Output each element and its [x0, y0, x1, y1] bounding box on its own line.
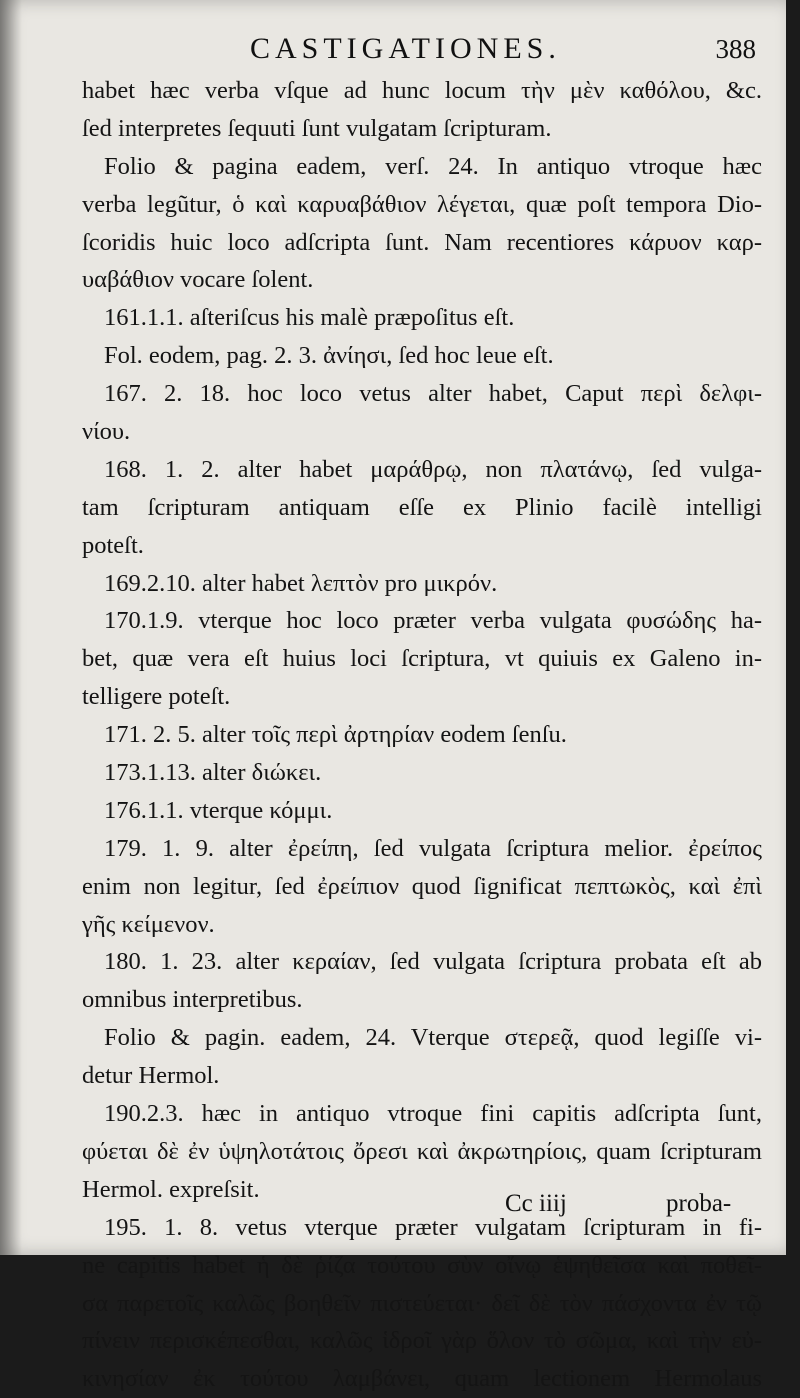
- text-line: Fol. eodem, pag. 2. 3. ἀνίησι, ſed hoc leue eſt.: [104, 342, 554, 370]
- catchword: proba-: [666, 1190, 732, 1217]
- text-line: νίου.: [82, 418, 131, 446]
- text-line: 167. 2. 18. hoc loco vetus alter habet, Caput περὶ δελφι-: [104, 380, 762, 408]
- spine-shadow: [0, 0, 22, 1255]
- text-line: ne capitis habet ἡ δὲ ῥίζα τούτου σὺν οἴνῳ ἑψηθεῖσα καὶ ποθεῖ-: [82, 1251, 762, 1279]
- text-line: poteſt.: [82, 531, 144, 559]
- text-line: 179. 1. 9. alter ἐρείπη, ſed vulgata ſcriptura melior. ἐρείπος: [104, 834, 762, 862]
- text-line: πίνειν περισκέπεσθαι, καλῶς ἱδροῖ γὰρ ὅλον τὸ σῶμα, καὶ τὴν εὐ-: [82, 1327, 762, 1355]
- text-line: 171. 2. 5. alter τοῖς περὶ ἀρτηρίαν eodem ſenſu.: [104, 721, 567, 749]
- text-line: 161.1.1. aſteriſcus his malè præpoſitus eſt.: [104, 304, 515, 332]
- text-line: 195. 1. 8. vetus vterque præter vulgatam ſcripturam in fi-: [104, 1213, 762, 1241]
- text-line: bet, quæ vera eſt huius loci ſcriptura, vt quiuis ex Galeno in-: [82, 645, 762, 673]
- signature-mark: Cc iiij: [505, 1190, 567, 1217]
- text-line: Folio & pagin. eadem, 24. Vterque στερεᾷ, quod legiſſe vi-: [104, 1024, 762, 1052]
- text-line: Hermol. expreſsit.: [82, 1175, 260, 1203]
- text-line: υαβάθιον vocare ſolent.: [82, 266, 314, 294]
- running-head: CASTIGATIONES.: [250, 32, 561, 65]
- text-line: omnibus interpretibus.: [82, 986, 303, 1014]
- text-line: φύεται δὲ ἐν ὑψηλοτάτοις ὄρεσι καὶ ἀκρωτηρίοις, quam ſcripturam: [82, 1137, 762, 1165]
- text-line: tam ſcripturam antiquam eſſe ex Plinio facilè intelligi: [82, 493, 762, 521]
- text-line: 173.1.13. alter διώκει.: [104, 759, 322, 787]
- text-line: γῆς κείμενον.: [82, 910, 215, 938]
- page-number: 388: [715, 34, 756, 64]
- text-line: ſcoridis huic loco adſcripta ſunt. Nam recentiores κάρυον καρ-: [82, 228, 762, 256]
- text-line: verba legũtur, ὁ καὶ καρυαβάθιον λέγεται, quæ poſt tempora Dio-: [82, 190, 762, 218]
- page-footer: [0, 1180, 786, 1230]
- text-line: 168. 1. 2. alter habet μαράθρῳ, non πλατάνῳ, ſed vulga-: [104, 455, 762, 483]
- text-line: κινησίαν ἐκ τούτου λαμβάνει, quam lectionem Hermolaus: [82, 1365, 762, 1393]
- text-line: σα παρετοῖς καλῶς βοηθεῖν πιστεύεται· δεῖ δὲ τὸν πάσχοντα ἐν τῷ: [82, 1289, 762, 1317]
- text-line: Folio & pagina eadem, verſ. 24. In antiquo vtroque hæc: [104, 152, 762, 180]
- text-line: enim non legitur, ſed ἐρείπιον quod ſignificat πεπτωκὸς, καὶ ἐπὶ: [82, 872, 762, 900]
- text-line: telligere poteſt.: [82, 683, 231, 711]
- text-line: 190.2.3. hæc in antiquo vtroque fini capitis adſcripta ſunt,: [104, 1100, 762, 1128]
- text-line: 180. 1. 23. alter κεραίαν, ſed vulgata ſcriptura probata eſt ab: [104, 948, 762, 976]
- text-line: ſed interpretes ſequuti ſunt vulgatam ſcripturam.: [82, 114, 552, 142]
- page-header: [0, 28, 786, 68]
- text-line: habet hæc verba vſque ad hunc locum τὴν μὲν καθόλου, &c.: [82, 77, 762, 104]
- text-line: detur Hermol.: [82, 1062, 220, 1090]
- text-line: 169.2.10. alter habet λεπτὸν pro μικρόν.: [104, 569, 498, 597]
- text-line: 170.1.9. vterque hoc loco præter verba vulgata φυσώδης ha-: [104, 607, 762, 635]
- text-line: 176.1.1. vterque κόμμι.: [104, 796, 333, 824]
